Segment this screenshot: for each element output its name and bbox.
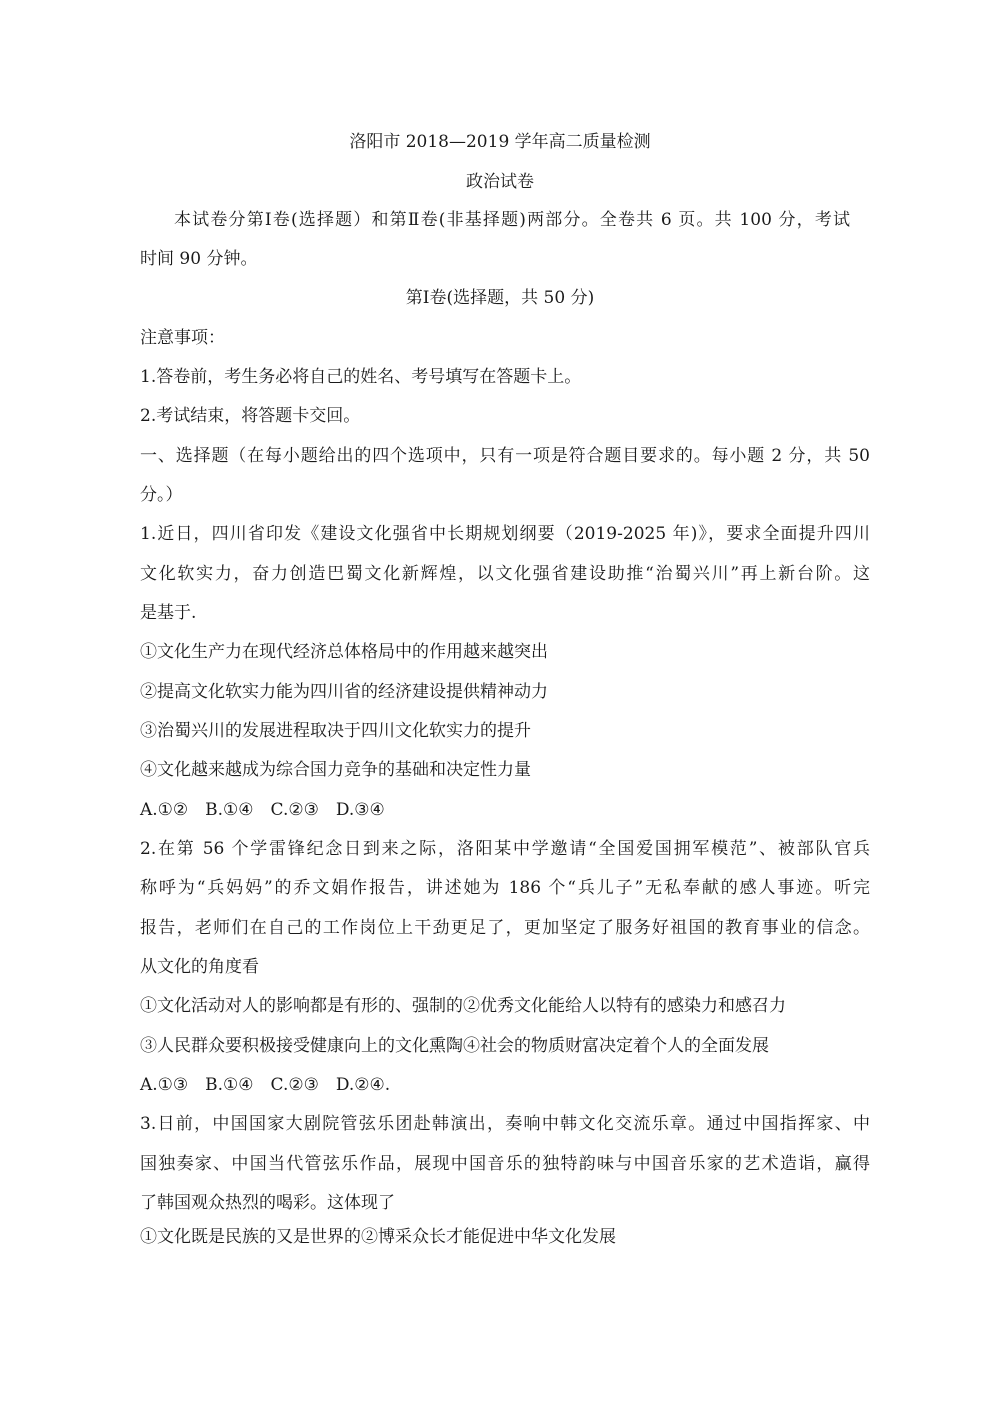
notes-heading: 注意事项： [140,328,225,348]
question-1-statement: ①文化生产力在现代经济总体格局中的作用越来越突出 [140,642,548,662]
question-2-stem-line: 从文化的角度看 [140,957,259,977]
notes-item: 2.考试结束，将答题卡交回。 [140,406,361,426]
notes-item: 1.答卷前，考生务必将自己的姓名、考号填写在答题卡上。 [140,367,582,387]
question-1-statement: ③治蜀兴川的发展进程取决于四川文化软实力的提升 [140,721,531,741]
question-2-stem-line: 称呼为“兵妈妈”的乔文娟作报告，讲述她为 186 个“兵儿子”无私奉献的感人事迹。听完 [140,878,870,898]
part1-instruction-line-1: 一、选择题（在每小题给出的四个选项中，只有一项是符合题目要求的。每小题 2 分，共 50 [140,446,870,466]
part1-instruction-line-2: 分。） [140,485,183,505]
question-3-statement: ①文化既是民族的又是世界的②博采众长才能促进中华文化发展 [140,1227,616,1247]
section-title: 第Ⅰ卷(选择题，共 50 分) [405,288,595,308]
question-1-statement: ④文化越来越成为综合国力竞争的基础和决定性力量 [140,760,531,780]
intro-line-1: 本试卷分第Ⅰ卷(选择题）和第Ⅱ卷(非基择题)两部分。全卷共 6 页。共 100 分，考试 [174,210,850,230]
question-1-statement: ②提高文化软实力能为四川省的经济建设提供精神动力 [140,682,548,702]
question-3-stem-line: 国独奏家、中国当代管弦乐作品，展现中国音乐的独特韵味与中国音乐家的艺术造诣，赢得 [140,1154,870,1174]
exam-title: 洛阳市 2018—2019 学年高二质量检测 [349,132,651,152]
question-1-stem-line: 文化软实力，奋力创造巴蜀文化新辉煌，以文化强省建设助推“治蜀兴川”再上新台阶。这 [140,564,870,584]
question-2-stem-line: 报告，老师们在自己的工作岗位上干劲更足了，更加坚定了服务好祖国的教育事业的信念。 [140,918,870,938]
question-2-statement: ③人民群众要积极接受健康向上的文化熏陶④社会的物质财富决定着个人的全面发展 [140,1036,769,1056]
question-2-stem-line: 2.在第 56 个学雷锋纪念日到来之际，洛阳某中学邀请“全国爱国拥军模范”、被部队官兵 [140,839,870,859]
question-2-options: A.①③ B.①④ C.②③ D.②④. [140,1075,391,1095]
question-2-statement: ①文化活动对人的影响都是有形的、强制的②优秀文化能给人以特有的感染力和感召力 [140,996,786,1016]
question-1-stem-line: 1.近日，四川省印发《建设文化强省中长期规划纲要（2019-2025 年)》，要求全面提升四川 [140,524,870,544]
intro-line-2: 时间 90 分钟。 [140,249,258,269]
question-1-options: A.①② B.①④ C.②③ D.③④ [140,800,385,820]
question-1-stem-line: 是基于. [140,603,197,623]
question-3-stem-line: 3.日前，中国国家大剧院管弦乐团赴韩演出，奏响中韩文化交流乐章。通过中国指挥家、中 [140,1114,870,1134]
question-3-stem-line: 了韩国观众热烈的喝彩。这体现了 [140,1193,395,1213]
exam-subject: 政治试卷 [466,172,534,192]
